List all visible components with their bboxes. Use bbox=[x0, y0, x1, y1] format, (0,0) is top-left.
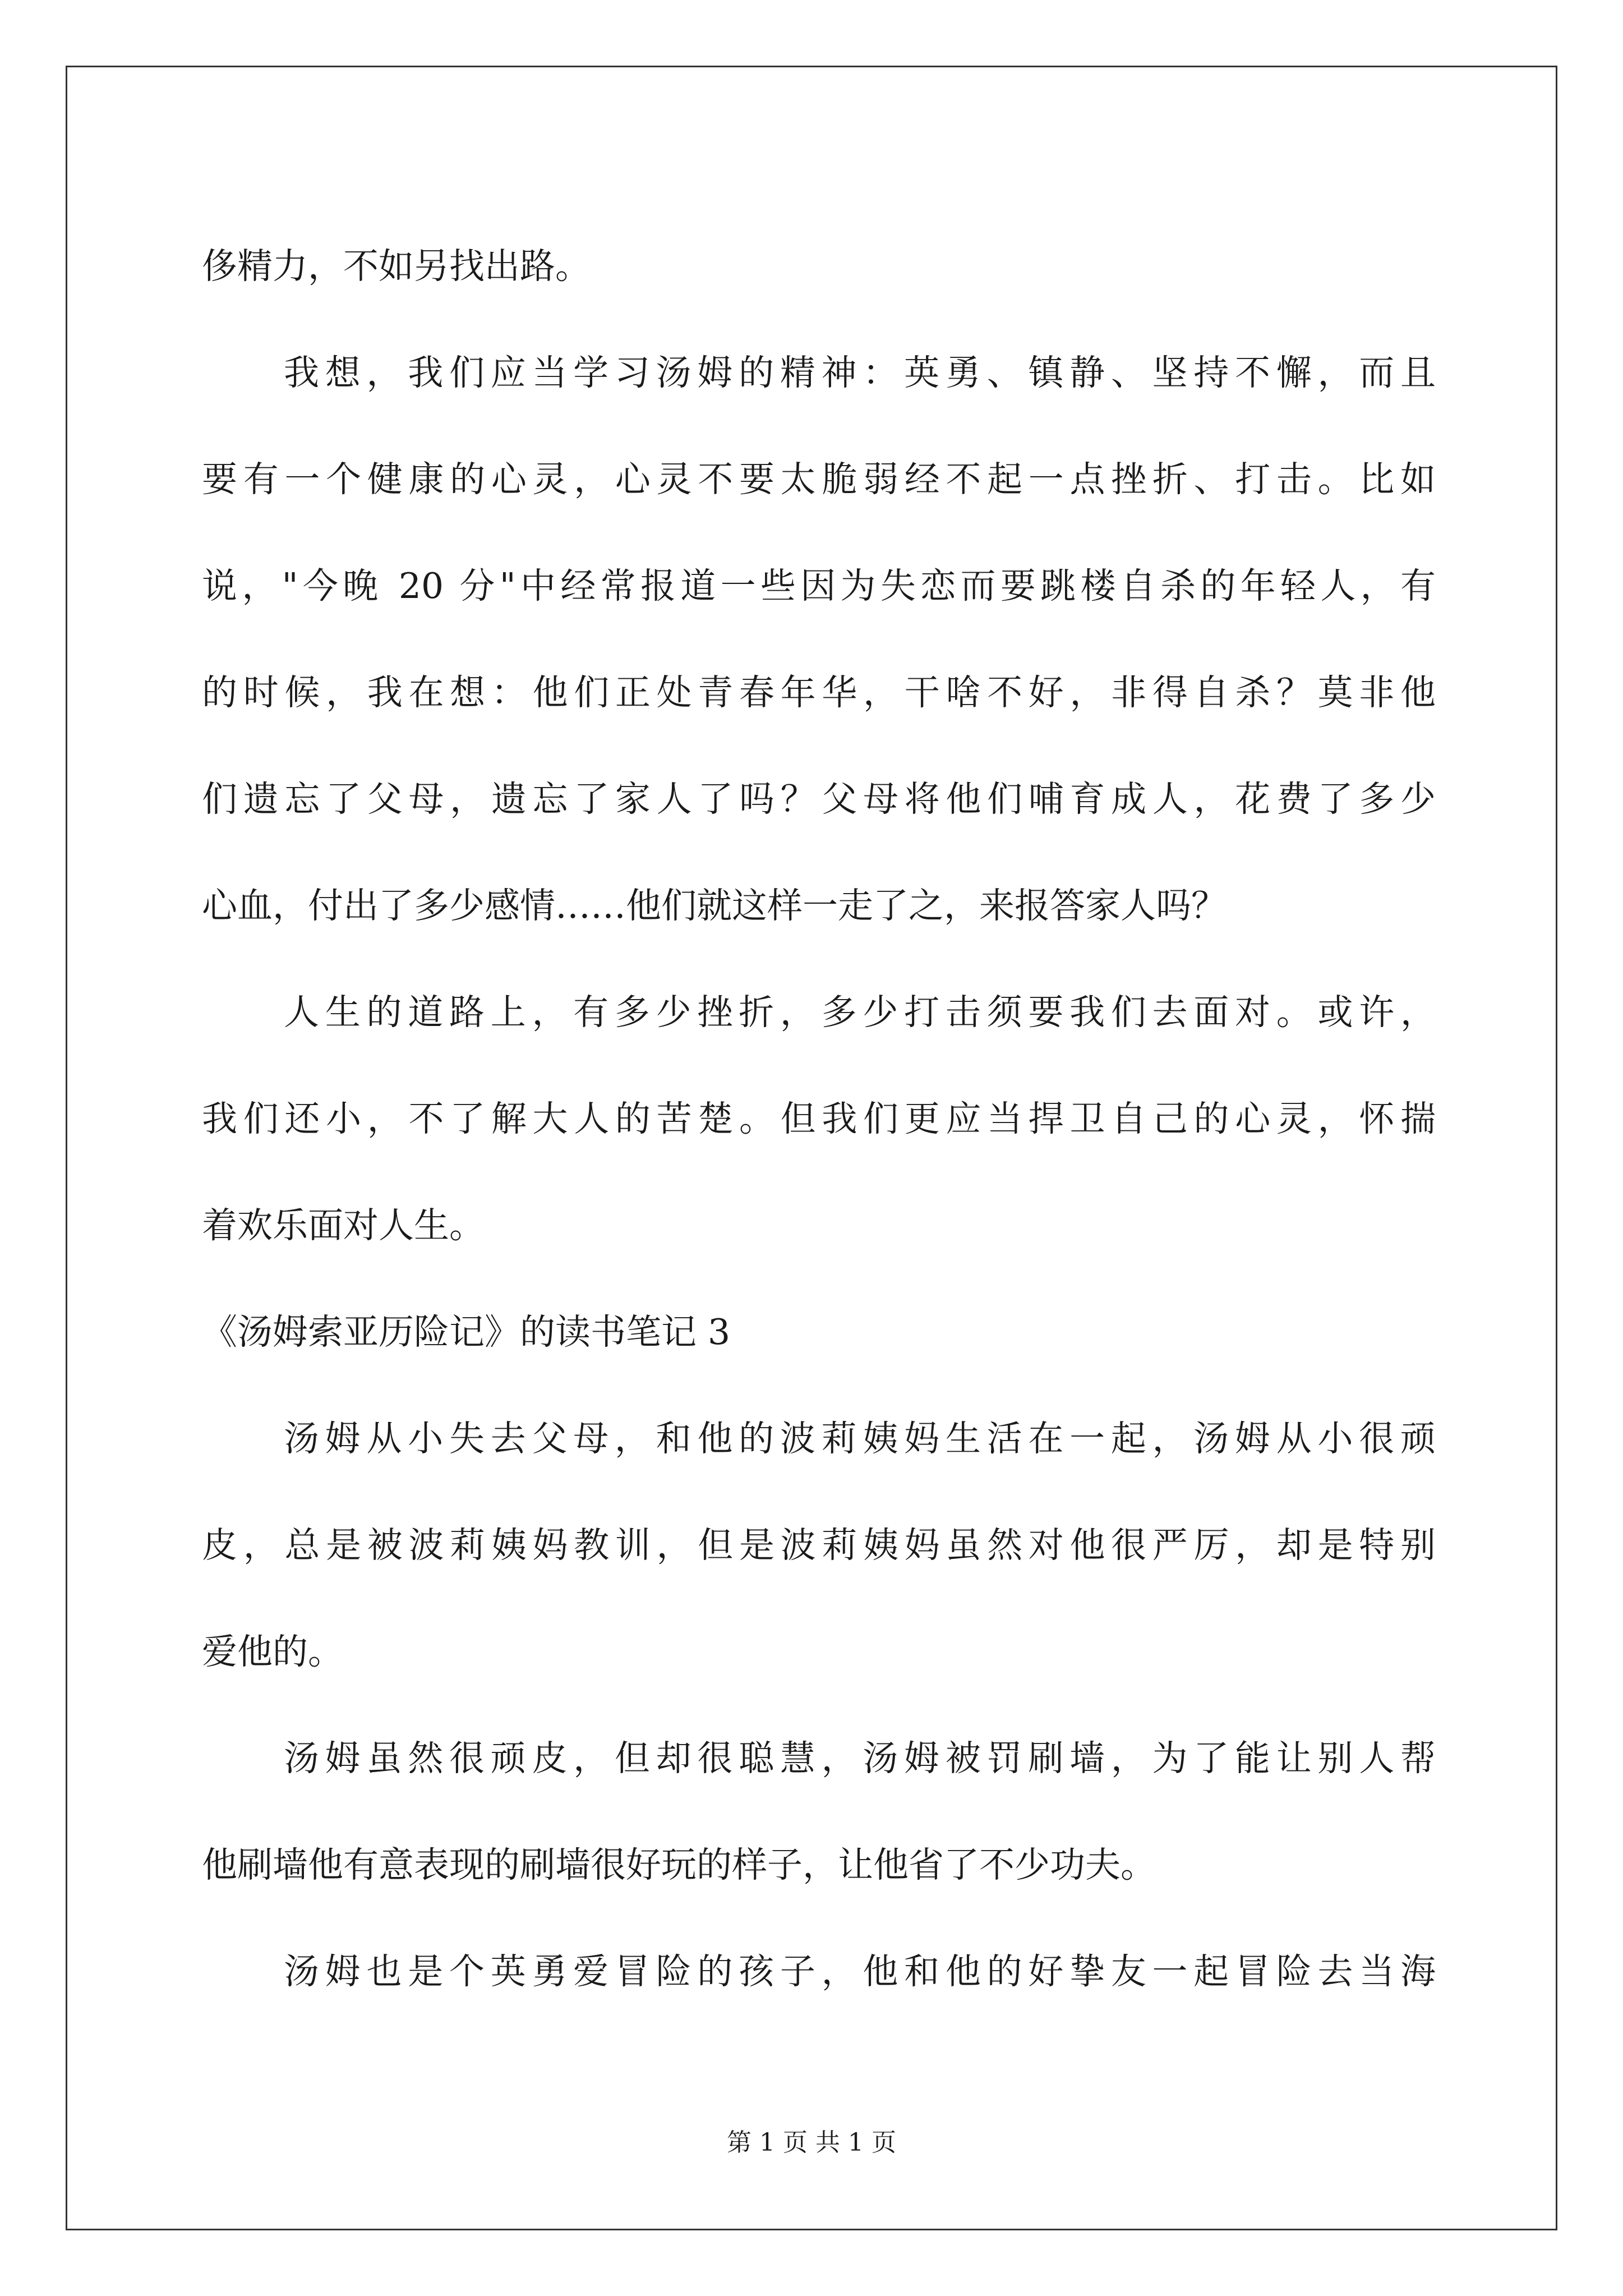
section-heading: 《汤姆索亚历险记》的读书笔记 3 bbox=[202, 1312, 731, 1352]
text-line: 汤姆虽然很顽皮，但却很聪慧，汤姆被罚刷墙，为了能让别人帮 bbox=[284, 1738, 1436, 1779]
text-line: 他刷墙他有意表现的刷墙很好玩的样子，让他省了不少功夫。 bbox=[202, 1844, 1156, 1885]
text-line: 的时候，我在想：他们正处青春年华，干啥不好，非得自杀？莫非他 bbox=[202, 672, 1436, 713]
text-line: 要有一个健康的心灵，心灵不要太脆弱经不起一点挫折、打击。比如 bbox=[202, 459, 1436, 500]
text-line: 们遗忘了父母，遗忘了家人了吗？父母将他们哺育成人，花费了多少 bbox=[202, 779, 1436, 820]
text-line: 说，"今晚 20 分"中经常报道一些因为失恋而要跳楼自杀的年轻人，有 bbox=[202, 565, 1436, 606]
text-line: 着欢乐面对人生。 bbox=[202, 1205, 485, 1246]
text-line: 我想，我们应当学习汤姆的精神：英勇、镇静、坚持不懈，而且 bbox=[284, 352, 1436, 393]
document-body bbox=[202, 213, 1436, 2025]
text-line: 皮，总是被波莉姨妈教训，但是波莉姨妈虽然对他很严厉，却是特别 bbox=[202, 1525, 1436, 1566]
text-line: 心血，付出了多少感情……他们就这样一走了之，来报答家人吗？ bbox=[202, 885, 1227, 926]
text-line: 我们还小，不了解大人的苦楚。但我们更应当捍卫自己的心灵，怀揣 bbox=[202, 1098, 1436, 1139]
page-footer: 第 1 页 共 1 页 bbox=[727, 2128, 896, 2157]
text-line: 汤姆从小失去父母，和他的波莉姨妈生活在一起，汤姆从小很顽 bbox=[284, 1418, 1436, 1459]
text-line: 汤姆也是个英勇爱冒险的孩子，他和他的好挚友一起冒险去当海 bbox=[284, 1951, 1436, 1992]
text-line: 侈精力，不如另找出路。 bbox=[202, 246, 591, 287]
text-line: 人生的道路上，有多少挫折，多少打击须要我们去面对。或许， bbox=[284, 992, 1436, 1033]
text-line: 爱他的。 bbox=[202, 1631, 343, 1672]
